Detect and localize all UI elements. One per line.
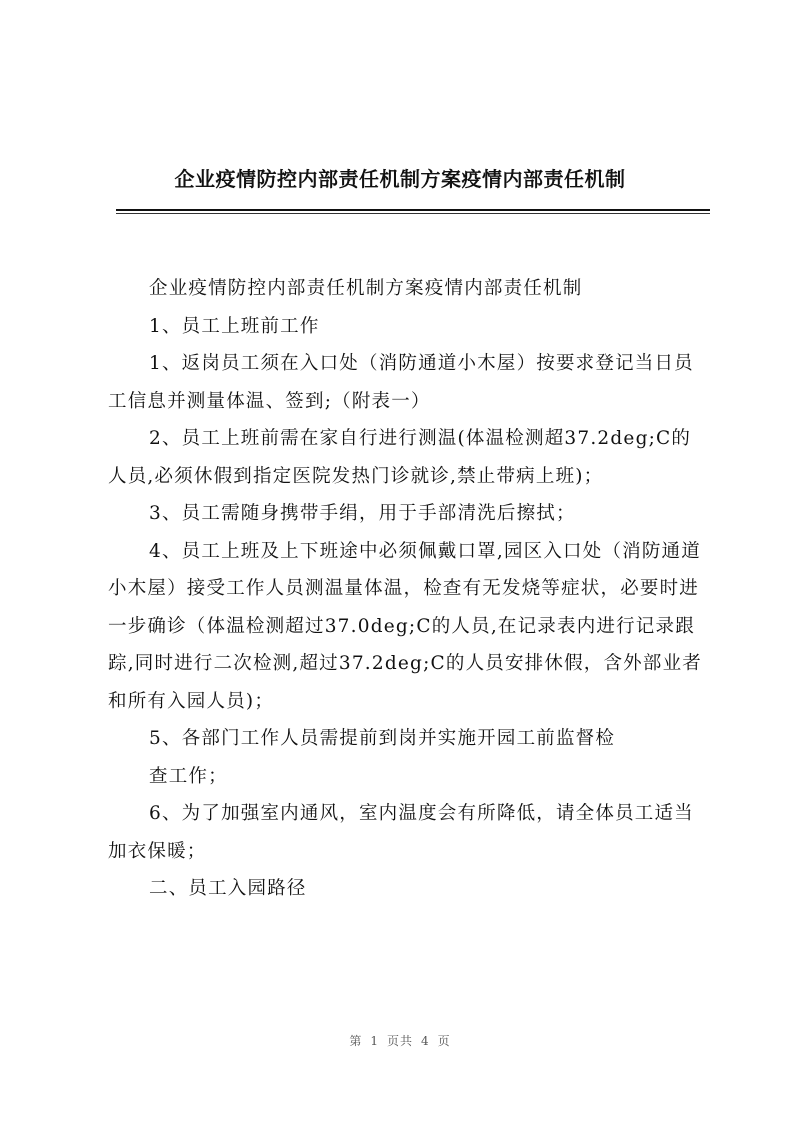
footer-suffix: 页 <box>437 1034 451 1048</box>
document-body <box>108 270 702 908</box>
page-footer <box>0 1032 800 1049</box>
paragraph-item-5: 5、各部门工作人员需提前到岗并实施开园工前监督检 <box>149 728 616 749</box>
paragraph-section-1: 1、员工上班前工作 <box>149 315 320 337</box>
title-divider <box>116 209 710 211</box>
paragraph-item-4: 4、员工上班及上下班途中必须佩戴口罩,园区入口处（消防通道小木屋）接受工作人员测温量体温，检查有无发烧等症状，必要时进一步确诊（体温检测超过37.0deg;C的人员,在记录表内进行记录跟踪,同时进行二次检测,超过37.2deg;C的人员安排休假，含外部业者和所有入园人员)； <box>108 540 702 712</box>
footer-prefix: 第 <box>349 1034 363 1048</box>
footer-total-pages: 4 <box>421 1034 430 1048</box>
paragraph-item-3: 3、员工需随身携带手绢，用于手部清洗后擦拭； <box>149 503 576 524</box>
footer-mid: 页共 <box>386 1034 413 1048</box>
paragraph-item-2: 2、员工上班前需在家自行进行测温(体温检测超37.2deg;C的人员,必须休假到指定医院发热门诊就诊,禁止带病上班)； <box>108 428 692 487</box>
paragraph-item-5-cont: 查工作； <box>149 765 228 787</box>
paragraph-section-2: 二、员工入园路径 <box>149 878 307 899</box>
paragraph-item-1: 1、返岗员工须在入口处（消防通道小木屋）按要求登记当日员工信息并测量体温、签到;（附表一） <box>108 353 694 412</box>
paragraph-heading: 企业疫情防控内部责任机制方案疫情内部责任机制 <box>149 278 583 299</box>
page-title: 企业疫情防控内部责任机制方案疫情内部责任机制 <box>174 167 626 191</box>
paragraph-item-6: 6、为了加强室内通风，室内温度会有所降低，请全体员工适当加衣保暖； <box>108 803 694 862</box>
title-divider-thin <box>116 213 710 214</box>
footer-current-page: 1 <box>370 1034 379 1048</box>
